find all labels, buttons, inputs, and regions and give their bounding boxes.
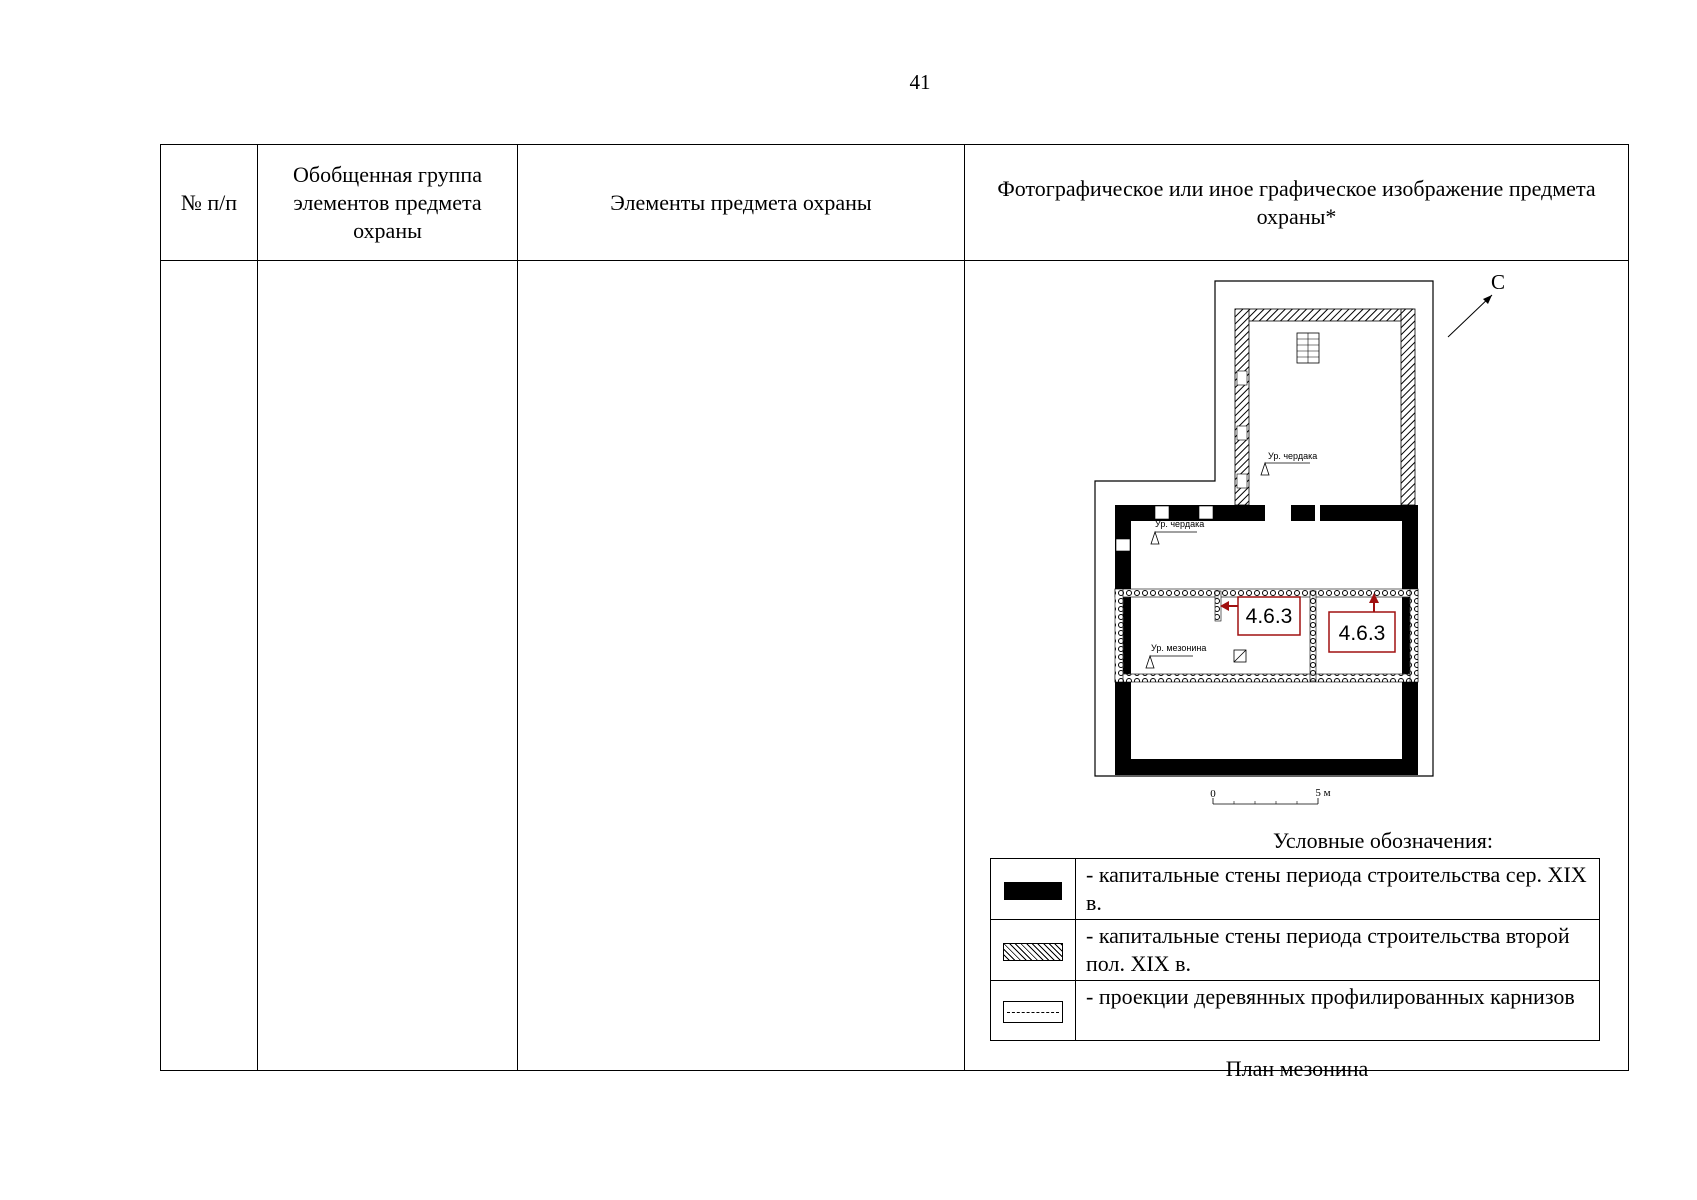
table-row — [161, 261, 1629, 1071]
header-elements: Элементы предмета охраны — [518, 145, 965, 261]
scale-bar — [1210, 787, 1330, 804]
level-label: Ур. чердака — [1155, 519, 1205, 529]
stair-icon — [1297, 333, 1319, 363]
table-header-row — [161, 145, 1629, 261]
cell-image — [965, 261, 1629, 1081]
page-number: 41 — [909, 70, 931, 94]
marker-label: 4.6.3 — [1245, 605, 1293, 628]
legend-symbol-solid — [991, 859, 1076, 920]
legend-text: - капитальные стены периода строительства второй пол. XIX в. — [1076, 920, 1600, 981]
legend-title: Условные обозначения: — [1272, 828, 1494, 853]
cell-group — [258, 261, 518, 1071]
legend-table — [990, 858, 1600, 1041]
scale-end-label: 5 м — [1315, 787, 1331, 799]
header-number: № п/п — [161, 145, 258, 261]
header-group: Обобщенная группа элементов предмета охраны — [258, 145, 518, 261]
protection-table — [160, 144, 1629, 1081]
marker-4-6-3-right — [1329, 593, 1395, 652]
legend-symbol-dash — [991, 981, 1076, 1041]
north-arrow-icon — [1448, 270, 1505, 337]
legend-text: - проекции деревянных профилированных карнизов — [1076, 981, 1600, 1041]
cell-number — [161, 261, 258, 1071]
level-mark-attic-2 — [1151, 519, 1204, 544]
plan-caption: План мезонина — [1225, 1056, 1369, 1081]
legend-row — [991, 981, 1600, 1041]
hatched-walls — [1235, 309, 1415, 505]
level-label: Ур. чердака — [1268, 451, 1318, 461]
cell-elements — [518, 261, 965, 1071]
legend-row — [991, 859, 1600, 920]
dashed-cornice-swatch — [1003, 1001, 1063, 1023]
header-image: Фотографическое или иное графическое изображение предмета охраны* — [965, 145, 1629, 261]
legend-text: - капитальные стены периода строительства сер. XIX в. — [1076, 859, 1600, 920]
level-mark-mezzanine — [1146, 643, 1206, 668]
solid-wall-swatch — [1004, 882, 1062, 900]
legend-row — [991, 920, 1600, 981]
marker-4-6-3-left — [1220, 597, 1300, 635]
marker-label: 4.6.3 — [1338, 622, 1386, 645]
north-label: С — [1490, 270, 1506, 294]
legend-symbol-hatch — [991, 920, 1076, 981]
hatched-wall-swatch — [1003, 943, 1063, 961]
level-label: Ур. мезонина — [1151, 643, 1207, 653]
scale-start-label: 0 — [1210, 788, 1216, 800]
level-mark-attic-1 — [1261, 451, 1317, 475]
plan-outline — [1095, 281, 1433, 776]
